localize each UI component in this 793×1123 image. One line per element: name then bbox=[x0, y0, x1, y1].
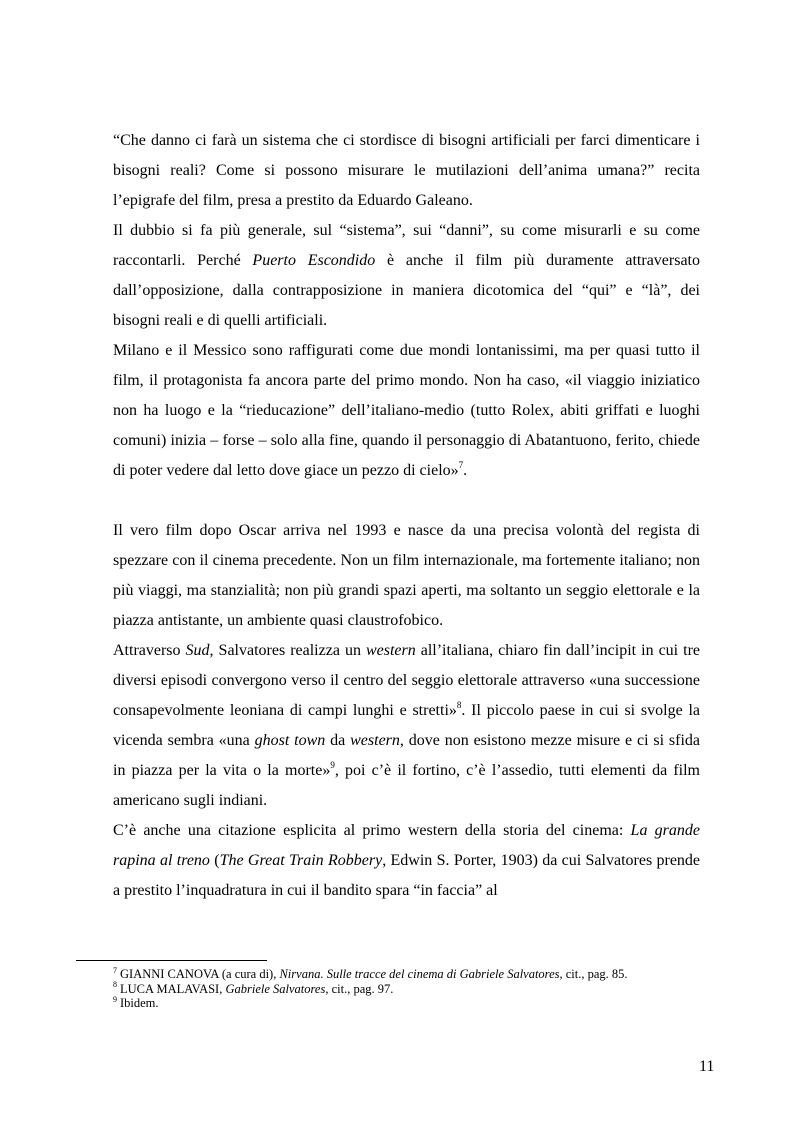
text-run: all’italiana, chiaro fin dall’incipit in cui tre diversi episodi convergono verso il centro del seggio elettorale attraverso «una successione consapevolmente leoniana di campi lunghi e stretti» bbox=[113, 642, 701, 719]
paragraph bbox=[113, 516, 700, 636]
text-run: , Salvatores realizza un bbox=[209, 642, 366, 659]
text-run: LUCA MALAVASI, bbox=[120, 981, 226, 996]
paragraph bbox=[113, 816, 700, 906]
paragraph bbox=[113, 126, 700, 216]
italic-text: La grande rapina al treno bbox=[113, 822, 700, 869]
page-number: 11 bbox=[699, 1058, 715, 1075]
footnote bbox=[113, 967, 713, 982]
footnote-mark: 7 bbox=[113, 965, 117, 975]
text-run: , poi c’è il fortino, c’è l’assedio, tutti elementi da film americano sugli indiani. bbox=[113, 762, 701, 809]
footnote bbox=[113, 996, 713, 1011]
text-run: Attraverso bbox=[113, 642, 186, 659]
footnotes bbox=[113, 967, 713, 1011]
paragraph bbox=[113, 336, 700, 486]
footnote-separator bbox=[76, 960, 267, 961]
text-run: . bbox=[463, 462, 468, 479]
text-run: Milano e il Messico sono raffigurati come due mondi lontanissimi, ma per quasi tutto il film, il protagonista fa ancora parte del primo mondo. Non ha caso, «il viaggio iniziatico non ha luogo e la “rieducazione” dell’italiano-medio (tutto Rolex, abiti griffati e luoghi comuni) inizia – forse – solo alla fine, quando il personaggio di Abatantuono, ferito, chiede di poter vedere dal letto dove giace un pezzo di cielo» bbox=[113, 342, 700, 479]
text-run: Il vero film dopo Oscar arriva nel 1993 e nasce da una precisa volontà del regista di spezzare con il cinema precedente. Non un film internazionale, ma fortemente italiano; non più viaggi, ma stanzialità; non più grandi spazi aperti, ma soltanto un seggio elettorale e la piazza antistante, un ambiente quasi claustrofobico. bbox=[113, 522, 700, 629]
body-text bbox=[113, 126, 700, 906]
text-run: GIANNI CANOVA (a cura di), bbox=[120, 967, 280, 981]
text-run: è anche il film più duramente attraversato dall’opposizione, dalla contrapposizione in maniera dicotomica del “qui” e “là”, dei bisogni reali e di quelli artificiali. bbox=[113, 252, 701, 329]
italic-text: western bbox=[350, 732, 400, 749]
footnote-reference: 9 bbox=[330, 759, 335, 770]
paragraph bbox=[113, 216, 700, 336]
text-run: , cit., pag. 85. bbox=[559, 967, 628, 981]
italic-text: The Great Train Robbery bbox=[219, 852, 383, 869]
text-run: “Che danno ci farà un sistema che ci stordisce di bisogni artificiali per farci dimenticare i bisogni reali? Come si possono misurare le mutilazioni dell’anima umana?” recita l’epigrafe del film, presa a prestito da Eduardo Galeano. bbox=[113, 132, 700, 209]
footnote-mark: 8 bbox=[113, 980, 117, 990]
text-run: . Il piccolo paese in cui si svolge la vicenda sembra «una bbox=[113, 702, 701, 749]
italic-text: Puerto Escondido bbox=[252, 252, 376, 269]
text-run: , cit., pag. 97. bbox=[325, 981, 394, 996]
text-run: , Edwin S. Porter, 1903) da cui Salvatores prende a prestito l’inquadratura in cui il bandito spara “in faccia” al bbox=[113, 852, 701, 899]
text-run: Il dubbio si fa più generale, sul “sistema”, sui “danni”, su come misurarli e su come raccontarli. Perché bbox=[113, 222, 700, 269]
italic-text: Sud bbox=[185, 642, 210, 659]
italic-text: western bbox=[365, 642, 416, 659]
text-run: C’è anche una citazione esplicita al primo western della storia del cinema: bbox=[113, 822, 631, 839]
text-run: ( bbox=[209, 852, 220, 869]
text-run: , dove non esistono mezze misure e ci si sfida in piazza per la vita o la morte» bbox=[113, 732, 700, 779]
italic-text: ghost town bbox=[254, 732, 326, 749]
footnote-mark: 9 bbox=[113, 994, 117, 1004]
paragraph bbox=[113, 636, 700, 816]
footnote bbox=[113, 982, 713, 997]
italic-text: Gabriele Salvatores bbox=[225, 981, 326, 996]
italic-text: Nirvana. Sulle tracce del cinema di Gabriele Salvatores bbox=[279, 967, 560, 981]
footnote-reference: 8 bbox=[456, 699, 462, 710]
text-run: da bbox=[325, 732, 351, 749]
footnote-reference: 7 bbox=[458, 459, 464, 470]
text-run: Ibidem. bbox=[120, 996, 159, 1010]
